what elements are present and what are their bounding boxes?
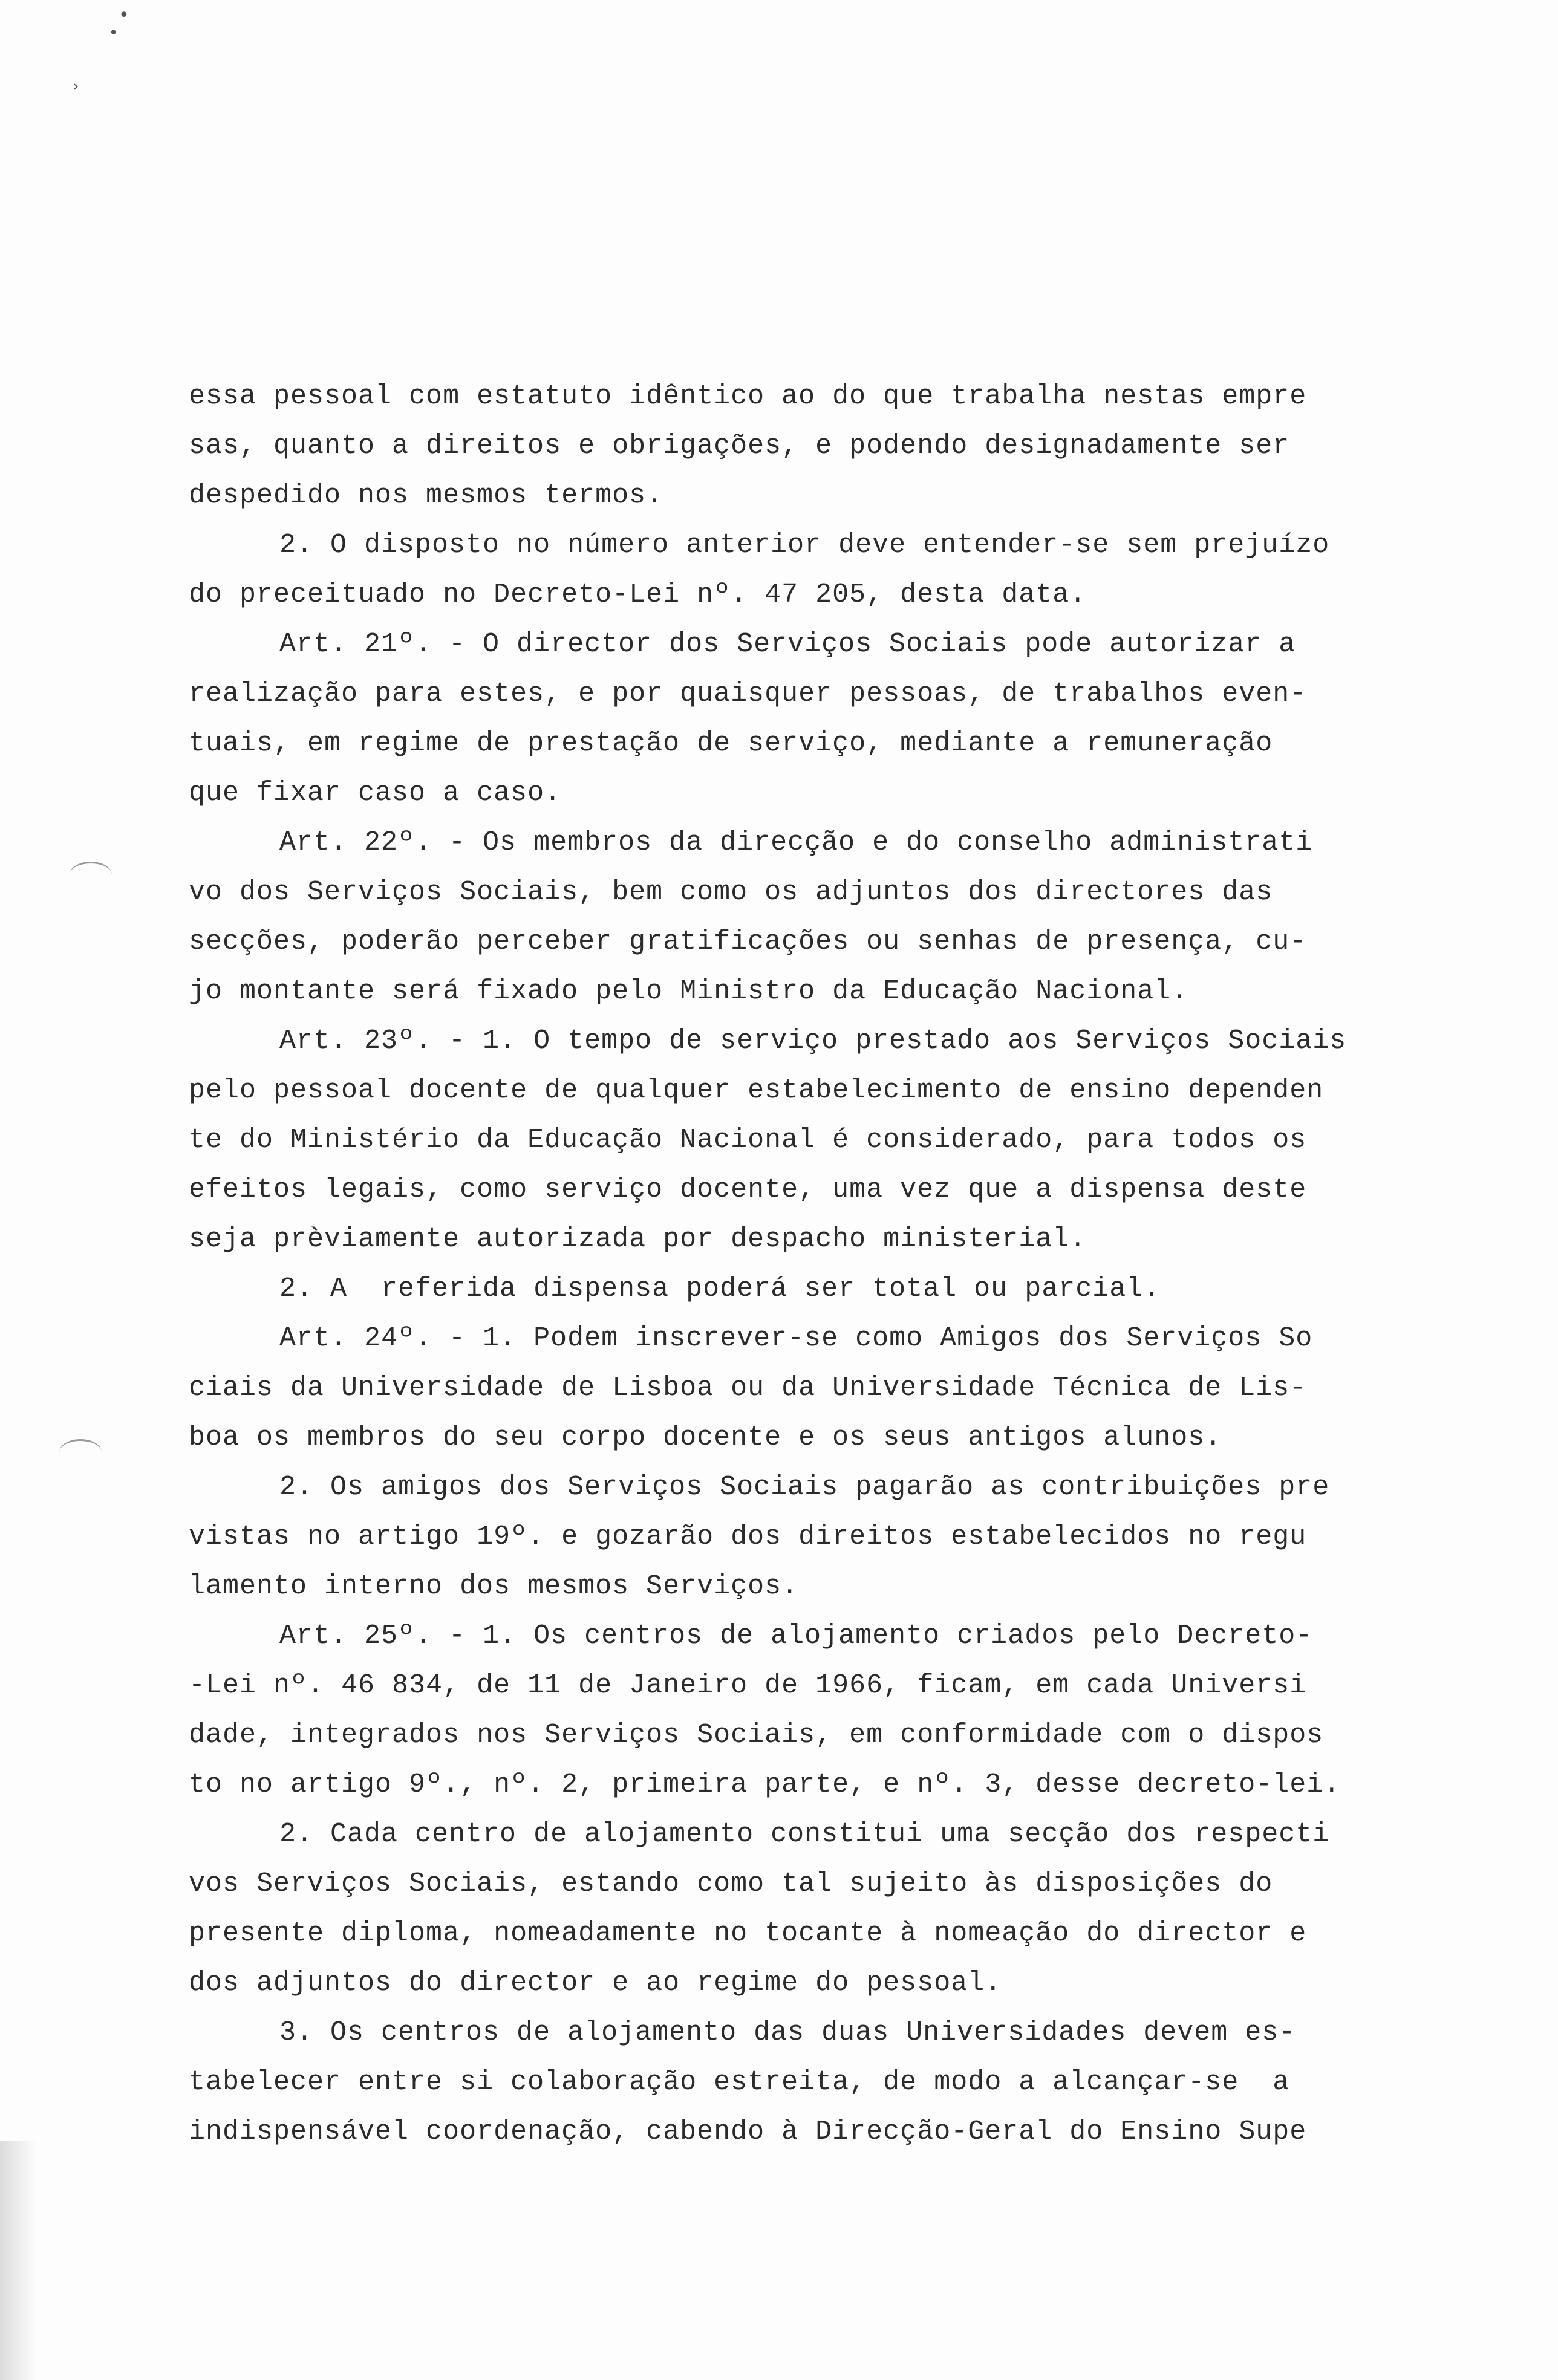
scan-speck-mark: • — [119, 5, 129, 26]
text-line: tabelecer entre si colaboração estreita, de modo a alcançar-se a — [189, 2067, 1290, 2098]
text-line: boa os membros do seu corpo docente e os seus antigos alunos. — [189, 1422, 1222, 1453]
text-line: indispensável coordenação, cabendo à Direcção-Geral do Ensino Supe — [189, 2116, 1307, 2147]
text-line: -Lei nº. 46 834, de 11 de Janeiro de 1966, ficam, em cada Universi — [189, 1670, 1307, 1701]
text-line: seja prèviamente autorizada por despacho ministerial. — [189, 1224, 1087, 1255]
text-line: dade, integrados nos Serviços Sociais, em conformidade com o dispos — [189, 1720, 1324, 1751]
document-body-text — [189, 372, 1404, 2157]
article-21-line: Art. 21º. - O director dos Serviços Sociais pode autorizar a — [279, 629, 1296, 660]
article-23-line: Art. 23º. - 1. O tempo de serviço prestado aos Serviços Sociais — [279, 1026, 1347, 1056]
text-line: realização para estes, e por quaisquer pessoas, de trabalhos even- — [189, 678, 1307, 709]
paragraph-start-line: 2. A referida dispensa poderá ser total ou parcial. — [279, 1273, 1161, 1304]
text-line: lamento interno dos mesmos Serviços. — [189, 1571, 799, 1602]
scan-speck-mark: › — [73, 77, 79, 96]
paragraph-start-line: 2. Os amigos dos Serviços Sociais pagarão as contribuições pre — [279, 1472, 1330, 1503]
paragraph-start-line: 2. O disposto no número anterior deve entender-se sem prejuízo — [279, 530, 1330, 561]
text-line: jo montante será fixado pelo Ministro da Educação Nacional. — [189, 976, 1188, 1007]
text-line: sas, quanto a direitos e obrigações, e podendo designadamente ser — [189, 431, 1290, 461]
margin-scan-mark — [59, 1439, 102, 1465]
text-line: vo dos Serviços Sociais, bem como os adjuntos dos directores das — [189, 877, 1273, 908]
text-line: te do Ministério da Educação Nacional é considerado, para todos os — [189, 1125, 1307, 1156]
text-line: vos Serviços Sociais, estando como tal sujeito às disposições do — [189, 1868, 1273, 1899]
article-24-line: Art. 24º. - 1. Podem inscrever-se como Amigos dos Serviços So — [279, 1323, 1313, 1354]
margin-scan-mark — [70, 862, 112, 888]
article-25-line: Art. 25º. - 1. Os centros de alojamento criados pelo Decreto- — [279, 1621, 1313, 1651]
text-line: pelo pessoal docente de qualquer estabelecimento de ensino dependen — [189, 1075, 1324, 1106]
text-line: dos adjuntos do director e ao regime do pessoal. — [189, 1968, 1002, 1998]
text-line: que fixar caso a caso. — [189, 778, 562, 808]
text-line: do preceituado no Decreto-Lei nº. 47 205, desta data. — [189, 579, 1087, 610]
text-line: vistas no artigo 19º. e gozarão dos direitos estabelecidos no regu — [189, 1521, 1307, 1552]
text-line: essa pessoal com estatuto idêntico ao do que trabalha nestas empre — [189, 381, 1307, 412]
text-line: to no artigo 9º., nº. 2, primeira parte, e nº. 3, desse decreto-lei. — [189, 1769, 1341, 1800]
scan-edge-shadow — [0, 2141, 36, 2380]
paragraph-start-line: 3. Os centros de alojamento das duas Universidades devem es- — [279, 2017, 1296, 2048]
article-22-line: Art. 22º. - Os membros da direcção e do conselho administrati — [279, 827, 1313, 858]
text-line: secções, poderão perceber gratificações ou senhas de presença, cu- — [189, 926, 1307, 957]
text-line: tuais, em regime de prestação de serviço, mediante a remuneração — [189, 728, 1273, 759]
text-line: efeitos legais, como serviço docente, uma vez que a dispensa deste — [189, 1174, 1307, 1205]
text-line: presente diploma, nomeadamente no tocante à nomeação do director e — [189, 1918, 1307, 1949]
scan-speck-mark: • — [109, 24, 119, 42]
text-line: ciais da Universidade de Lisboa ou da Universidade Técnica de Lis- — [189, 1373, 1307, 1403]
paragraph-start-line: 2. Cada centro de alojamento constitui uma secção dos respecti — [279, 1819, 1330, 1850]
text-line: despedido nos mesmos termos. — [189, 480, 663, 511]
